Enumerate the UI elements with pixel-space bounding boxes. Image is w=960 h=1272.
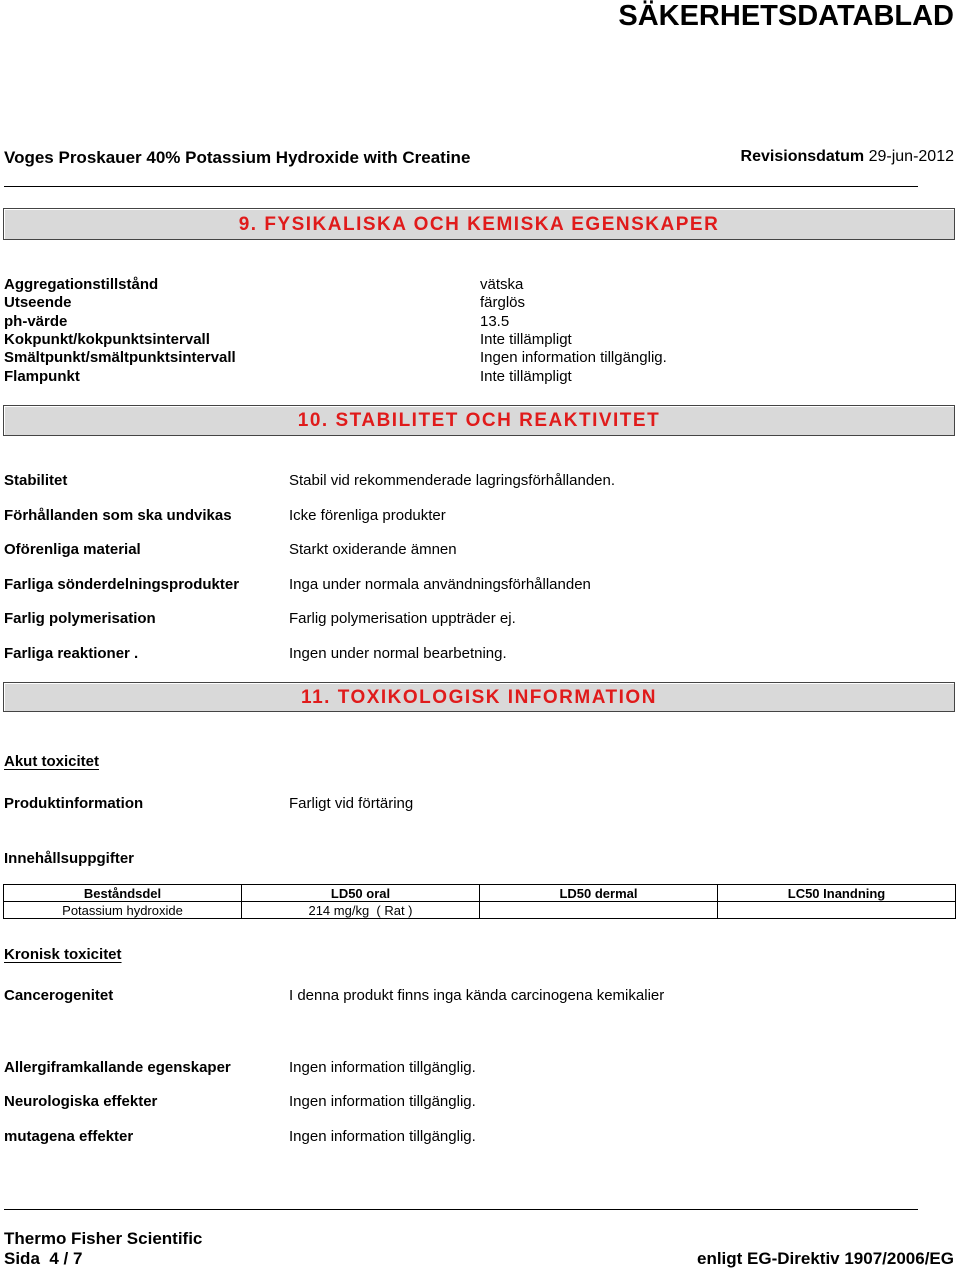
- property-label: Aggregationstillstånd: [4, 276, 159, 293]
- page-number: Sida 4 / 7: [4, 1249, 83, 1268]
- tox-effect-value: Ingen information tillgänglig.: [289, 1128, 476, 1145]
- stability-label: Förhållanden som ska undvikas: [4, 507, 232, 524]
- property-value: Inte tillämpligt: [480, 368, 572, 385]
- stability-value: Stabil vid rekommenderade lagringsförhållanden.: [289, 472, 616, 489]
- tox-effect-value: Ingen information tillgänglig.: [289, 1059, 476, 1076]
- stability-label: Oförenliga material: [4, 541, 141, 558]
- tox-effect-label: Neurologiska effekter: [4, 1093, 158, 1110]
- stability-value: Icke förenliga produkter: [289, 507, 446, 524]
- section-11-heading: 11. TOXIKOLOGISK INFORMATION: [3, 682, 955, 712]
- carcinogenicity-label: Cancerogenitet: [4, 987, 114, 1004]
- table-cell: [718, 902, 956, 919]
- column-header: Beståndsdel: [4, 885, 242, 902]
- stability-value: Farlig polymerisation uppträder ej.: [289, 610, 516, 627]
- header-rule: [4, 186, 918, 187]
- stability-value: Inga under normala användningsförhållanden: [289, 576, 591, 593]
- ingredients-heading: Innehållsuppgifter: [4, 850, 135, 867]
- table-cell: [480, 902, 718, 919]
- property-label: Utseende: [4, 294, 72, 311]
- stability-value: Starkt oxiderande ämnen: [289, 541, 457, 558]
- section-10-heading: 10. STABILITET OCH REAKTIVITET: [3, 405, 955, 436]
- chronic-toxicity-heading: Kronisk toxicitet: [4, 946, 122, 963]
- property-label: Kokpunkt/kokpunktsintervall: [4, 331, 210, 348]
- stability-label: Farliga reaktioner .: [4, 645, 139, 662]
- column-header: LC50 Inandning: [718, 885, 956, 902]
- tox-effect-label: mutagena effekter: [4, 1128, 134, 1145]
- company-name: Thermo Fisher Scientific: [4, 1229, 203, 1248]
- property-label: Smältpunkt/smältpunktsintervall: [4, 349, 236, 366]
- revision-date-value: 29-jun-2012: [868, 148, 954, 165]
- property-value: vätska: [480, 276, 524, 293]
- tox-effect-value: Ingen information tillgänglig.: [289, 1093, 476, 1110]
- table-cell: 214 mg/kg ( Rat ): [242, 902, 480, 919]
- property-value: färglös: [480, 294, 526, 311]
- section-9-heading: 9. FYSIKALISKA OCH KEMISKA EGENSKAPER: [3, 208, 955, 240]
- stability-label: Farliga sönderdelningsprodukter: [4, 576, 240, 593]
- carcinogenicity-value: I denna produkt finns inga kända carcinogena kemikalier: [289, 987, 665, 1004]
- stability-label: Farlig polymerisation: [4, 610, 156, 627]
- product-info-value: Farligt vid förtäring: [289, 795, 414, 812]
- property-value: Inte tillämpligt: [480, 331, 572, 348]
- document-title: SÄKERHETSDATABLAD: [618, 0, 954, 32]
- table-cell: Potassium hydroxide: [4, 902, 242, 919]
- property-value: 13.5: [480, 313, 510, 330]
- stability-label: Stabilitet: [4, 472, 68, 489]
- property-label: Flampunkt: [4, 368, 80, 385]
- toxicity-table: [3, 884, 956, 919]
- revision-label: Revisionsdatum: [740, 148, 865, 165]
- acute-toxicity-heading: Akut toxicitet: [4, 753, 100, 770]
- column-header: LD50 oral: [242, 885, 480, 902]
- column-header: LD50 dermal: [480, 885, 718, 902]
- regulation-note: enligt EG-Direktiv 1907/2006/EG: [696, 1249, 954, 1268]
- product-name: Voges Proskauer 40% Potassium Hydroxide with Creatine: [4, 148, 471, 167]
- tox-effect-label: Allergiframkallande egenskaper: [4, 1059, 231, 1076]
- product-info-label: Produktinformation: [4, 795, 144, 812]
- property-value: Ingen information tillgänglig.: [480, 349, 667, 366]
- table-header-row: [4, 885, 956, 902]
- footer-rule: [4, 1209, 918, 1210]
- revision-date: [741, 148, 954, 166]
- property-label: ph-värde: [4, 313, 68, 330]
- stability-value: Ingen under normal bearbetning.: [289, 645, 507, 662]
- table-row: [4, 902, 956, 919]
